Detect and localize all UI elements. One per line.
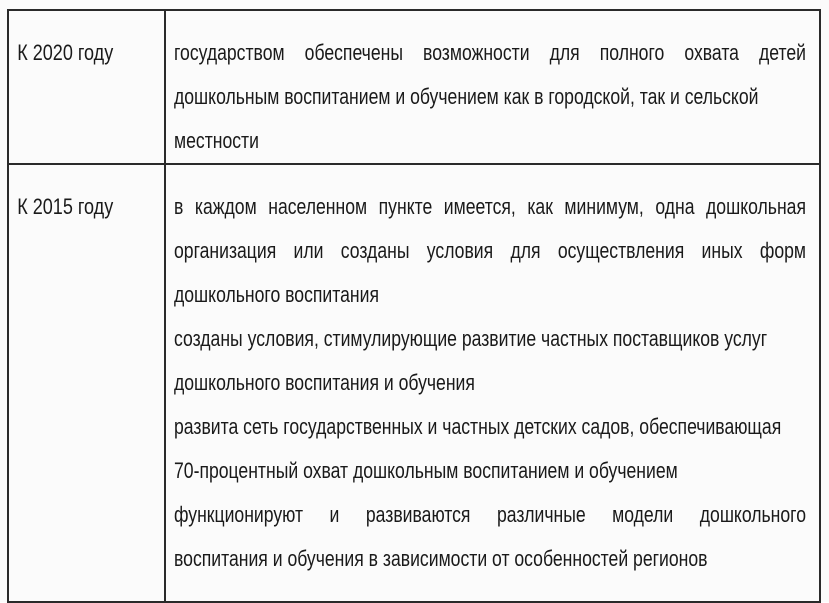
table-row-2020 [8,10,820,164]
description-cell [165,164,820,602]
description-line: воспитания и обучения в зависимости от особенностей регионов [174,546,708,571]
year-cell [8,164,165,602]
year-label: К 2015 году [17,194,114,219]
description-line: государством обеспечены возможности для полного охвата детей [174,40,806,65]
description-line: дошкольного воспитания [174,282,379,307]
description-line: организация или созданы условия для осуществления иных форм [174,238,806,263]
description-line: 70-процентный охват дошкольным воспитанием и обучением [174,458,678,483]
goals-table [7,9,821,603]
description-line: дошкольным воспитанием и обучением как в городской, так и сельской [174,84,759,109]
description-cell [165,10,820,164]
table-row-2015 [8,164,820,602]
description-line: в каждом населенном пункте имеется, как минимум, одна дошкольная [174,194,806,219]
year-label: К 2020 году [17,40,114,65]
description-line: созданы условия, стимулирующие развитие частных поставщиков услуг [174,326,768,351]
description-line: местности [174,128,259,153]
year-cell [8,10,165,164]
description-line: дошкольного воспитания и обучения [174,370,475,395]
description-line: развита сеть государственных и частных детских садов, обеспечивающая [174,414,782,439]
description-line: функционируют и развиваются различные модели дошкольного [174,502,806,527]
